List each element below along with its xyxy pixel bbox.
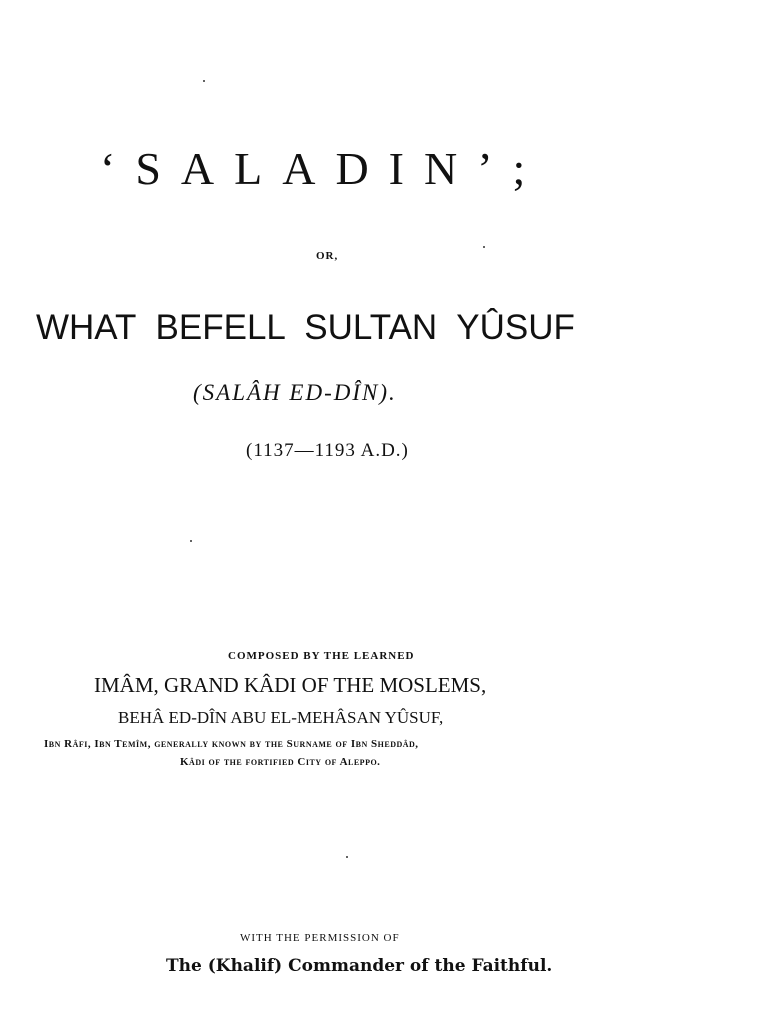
- author-title-line: IMÂM, GRAND KÂDI OF THE MOSLEMS,: [94, 673, 487, 697]
- composed-by-label: COMPOSED BY THE LEARNED: [228, 650, 415, 662]
- print-speck: [483, 246, 485, 248]
- or-connector: OR,: [316, 250, 339, 262]
- print-speck: [346, 856, 348, 858]
- book-title: ‘SALADIN’;: [100, 143, 546, 194]
- author-office-line: Kâdi of the fortified City of Aleppo.: [180, 756, 381, 768]
- author-surname-line: Ibn Râfi, Ibn Temîm, generally known by the Surname of Ibn Sheddâd,: [44, 738, 419, 750]
- subject-name: (SALÂH ED-DÎN).: [193, 380, 397, 405]
- author-name-line: BEHÂ ED-DÎN ABU EL-MEHÂSAN YÛSUF,: [118, 708, 444, 727]
- print-speck: [190, 540, 192, 542]
- commander-line: The (Khalif) Commander of the Faithful.: [166, 956, 553, 976]
- print-speck: [203, 80, 205, 82]
- subject-dates: (1137—1193 A.D.): [246, 440, 409, 461]
- book-subtitle: WHAT BEFELL SULTAN YÛSUF: [36, 308, 575, 347]
- permission-label: WITH THE PERMISSION OF: [240, 932, 400, 944]
